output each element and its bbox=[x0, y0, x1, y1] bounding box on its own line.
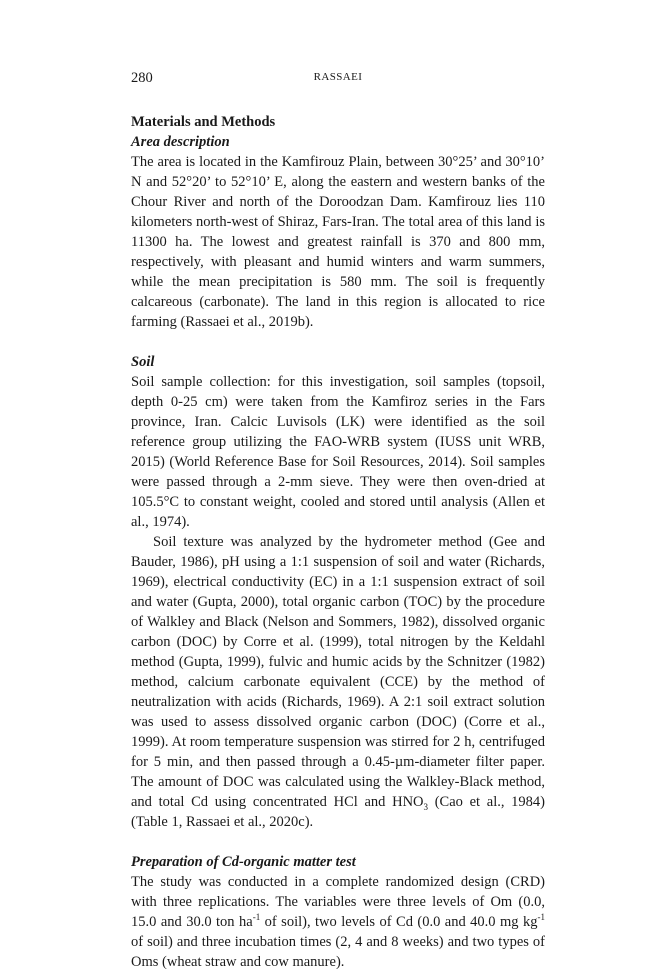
unit-superscript-1: -1 bbox=[252, 912, 261, 923]
document-page bbox=[131, 70, 545, 972]
running-title: RASSAEI bbox=[313, 71, 363, 83]
page-number: 280 bbox=[131, 70, 153, 86]
running-head bbox=[131, 70, 545, 90]
preparation-text-c: of soil) and three incubation times (2, 4 and 8 weeks) and two types of Oms (wheat straw and cow manure). bbox=[131, 934, 545, 970]
soil-paragraph-1: Soil sample collection: for this investigation, soil samples (topsoil, depth 0-25 cm) were taken from the Kamfiroz series in the Fars province, Iran. Calcic Luvisols (LK) were identified as the soil reference group utilizing the FAO-WRB system (IUSS unit WRB, 2015) (World Reference Base for Soil Resources, 2014). Soil samples were passed through a 2-mm sieve. They were then oven-dried at 105.5°C to constant weight, cooled and stored until analysis (Allen et al., 1974). bbox=[131, 374, 545, 530]
unit-superscript-2: -1 bbox=[537, 912, 545, 923]
preparation-text-b: of soil), two levels of Cd (0.0 and 40.0 mg kg bbox=[260, 914, 538, 930]
area-description-paragraph: The area is located in the Kamfirouz Plain, between 30°25’ and 30°10’ N and 52°20’ to 52°10’ E, along the eastern and western banks of the Chour River and north of the Doroodzan Dam. Kamfirouz lies 110 kilometers north-west of Shiraz, Fars-Iran. The total area of this land is 11300 ha. The lowest and greatest rainfall is 370 and 800 mm, respectively, with pleasant and humid winters and warm summers, while the mean precipitation is 580 mm. The soil is frequently calcareous (carbonate). The land in this region is allocated to rice farming (Rassaei et al., 2019b). bbox=[131, 154, 545, 330]
soil-paragraph-2 bbox=[131, 532, 545, 832]
preparation-text-a: The study was conducted in a complete randomized design (CRD) with three replications. The variables were three levels of Om (0.0, 15.0 and 30.0 ton ha bbox=[131, 874, 545, 930]
soil-heading: Soil bbox=[131, 354, 155, 370]
preparation-paragraph bbox=[131, 872, 545, 972]
area-description-heading: Area description bbox=[131, 134, 230, 150]
preparation-heading: Preparation of Cd-organic matter test bbox=[131, 854, 356, 870]
spacer bbox=[131, 332, 545, 352]
hno3-subscript: 3 bbox=[423, 801, 429, 812]
soil-paragraph-2-text-a: Soil texture was analyzed by the hydrometer method (Gee and Bauder, 1986), pH using a 1:1 suspension of soil and water (Richards, 1969), electrical conductivity (EC) in a 1:1 suspension extract of soil and water (Gupta, 2000), total organic carbon (TOC) by the procedure of Walkley and Black (Nelson and Sommers, 1982), dissolved organic carbon (DOC) by Corre et al. (1999), total nitrogen by the Keldahl method (Gupta, 1999), fulvic and humic acids by the Schnitzer (1982) method, calcium carbonate equivalent (CCE) by the method of neutralization with acids (Richards, 1969). A 2:1 soil extract solution was used to assess dissolved organic carbon (DOC) (Corre et al., 1999). At room temperature suspension was stirred for 2 h, centrifuged for 5 min, and then passed through a 0.45-µm-diameter filter paper. The amount of DOC was calculated using the Walkley-Black method, and total Cd using concentrated HCl and HNO bbox=[131, 534, 545, 810]
spacer bbox=[131, 832, 545, 852]
section-heading: Materials and Methods bbox=[131, 114, 276, 130]
soil-paragraph-2-text-b: (Cao et al., 1984) (Table 1, Rassaei et al., 2020c). bbox=[131, 794, 545, 830]
